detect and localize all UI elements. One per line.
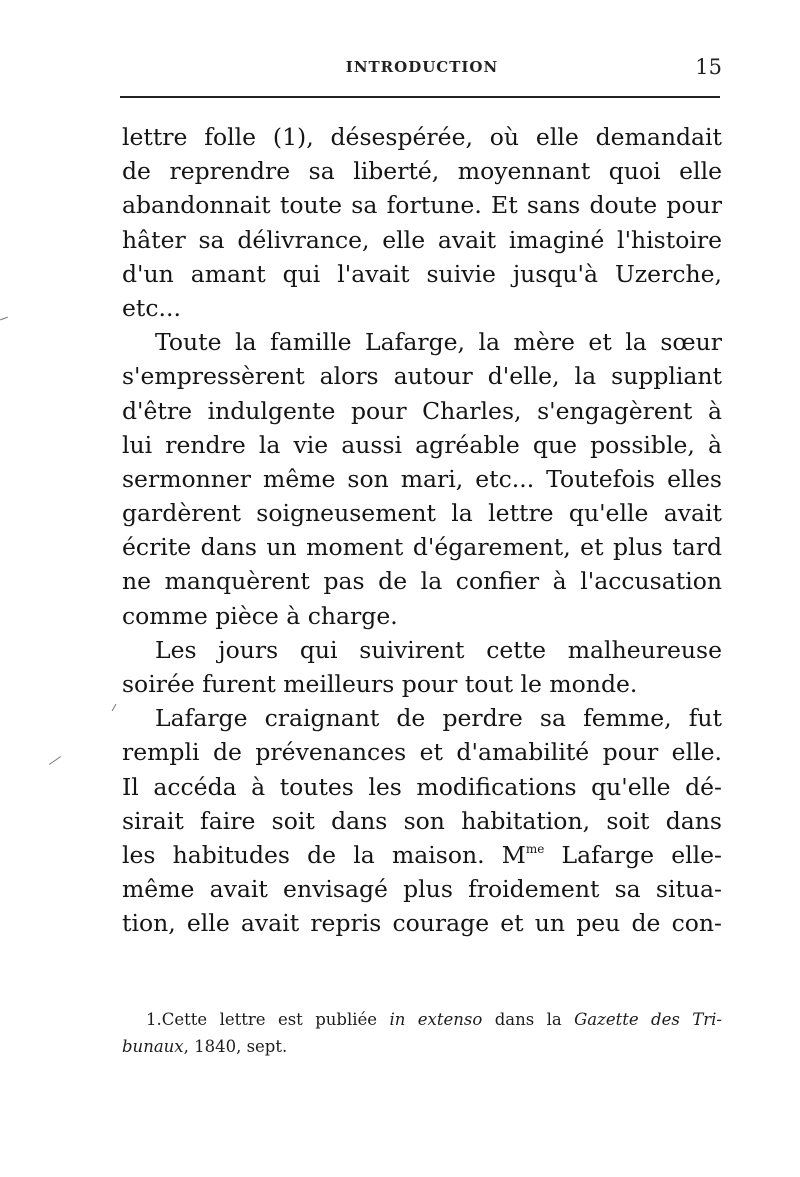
superscript-abbreviation: me xyxy=(525,841,545,856)
page-number: 15 xyxy=(695,55,722,79)
text-line: sirait faire soit dans son habitation, soit dans xyxy=(122,806,722,835)
running-title: INTRODUCTION xyxy=(345,58,499,76)
text-line: abandonnait toute sa fortune. Et sans doute pour xyxy=(122,191,722,220)
footnote-text: dans la xyxy=(482,1010,575,1029)
running-header xyxy=(122,52,722,86)
text-line: Lafarge craignant de perdre sa femme, fut xyxy=(155,704,722,733)
footnote-italic-text: bunaux xyxy=(122,1037,184,1056)
text-fragment: les habitudes de la maison. M xyxy=(122,840,526,869)
text-line: Il accéda à toutes les modifications qu'elle dé- xyxy=(122,772,722,801)
footnote-text: , 1840, sept. xyxy=(183,1037,288,1056)
header-rule xyxy=(120,96,720,98)
footnote-line xyxy=(122,1033,722,1060)
paragraph-3 xyxy=(122,633,722,701)
footnote-italic-text: in extenso xyxy=(389,1010,483,1029)
text-line: de reprendre sa liberté, moyennant quoi elle xyxy=(122,157,722,186)
text-fragment: Lafarge elle- xyxy=(544,840,722,869)
footnote-number: 1. xyxy=(146,1010,162,1029)
paragraph-2 xyxy=(122,325,722,633)
text-line: d'être indulgente pour Charles, s'engagèrent à xyxy=(122,396,722,425)
paragraph-4 xyxy=(122,701,722,940)
text-line: rempli de prévenances et d'amabilité pour elle. xyxy=(122,738,722,767)
text-line: écrite dans un moment d'égarement, et plus tard xyxy=(122,533,722,562)
footnote xyxy=(122,1006,722,1060)
text-line: etc... xyxy=(122,293,181,322)
paragraph-1 xyxy=(122,120,722,325)
text-line: sermonner même son mari, etc... Toutefois elles xyxy=(122,464,722,493)
text-line: d'un amant qui l'avait suivie jusqu'à Uzerche, xyxy=(122,259,722,288)
text-line: Les jours qui suivirent cette malheureuse xyxy=(155,635,722,664)
text-line xyxy=(122,838,722,872)
text-line: soirée furent meilleurs pour tout le monde. xyxy=(122,670,638,698)
text-line: comme pièce à charge. xyxy=(122,601,398,630)
text-line: tion, elle avait repris courage et un peu de con- xyxy=(122,909,722,938)
text-line: gardèrent soigneusement la lettre qu'elle avait xyxy=(122,499,722,528)
scan-mark xyxy=(0,317,8,321)
body-text xyxy=(122,120,722,941)
text-line: s'empressèrent alors autour d'elle, la suppliant xyxy=(122,362,722,391)
scan-mark xyxy=(49,756,61,765)
footnote-italic-text: Gazette des Tri- xyxy=(574,1010,722,1029)
text-line: ne manquèrent pas de la confier à l'accusation xyxy=(122,567,722,596)
footnote-line xyxy=(146,1006,722,1033)
scan-mark xyxy=(112,704,117,711)
text-line: Toute la famille Lafarge, la mère et la sœur xyxy=(155,328,722,357)
text-line: hâter sa délivrance, elle avait imaginé l'histoire xyxy=(122,225,722,254)
footnote-text: Cette lettre est publiée xyxy=(161,1010,390,1029)
text-line: même avait envisagé plus froidement sa situa- xyxy=(122,875,722,904)
text-line: lettre folle (1), désespérée, où elle demandait xyxy=(122,123,722,151)
text-line: lui rendre la vie aussi agréable que possible, à xyxy=(122,430,722,459)
